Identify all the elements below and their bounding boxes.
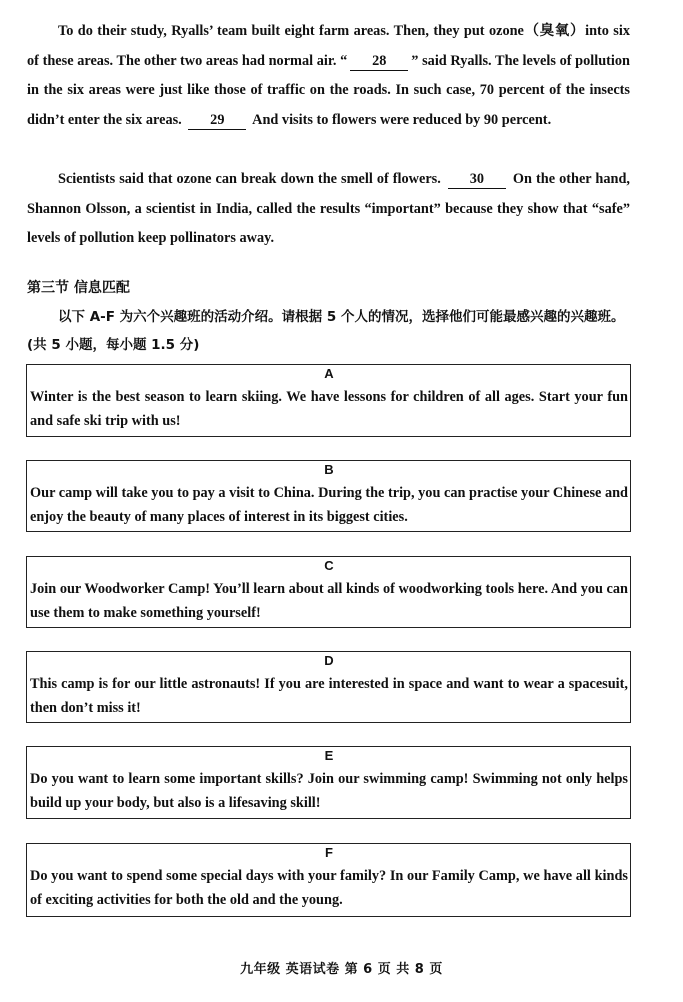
passage-paragraph-2: [27, 165, 630, 254]
answer-blank-29: 29: [188, 112, 246, 130]
passage-text: On the other hand, Shannon Olsson, a scientist in India, called the results “important” because they show that “safe” levels of pollution keep pollinators away.: [27, 171, 631, 247]
passage-text: And visits to flowers were reduced by 90 percent.: [252, 111, 552, 128]
camp-letter: C: [324, 558, 334, 573]
passage-paragraph-1: [27, 17, 630, 135]
camp-description: Do you want to spend some special days with your family? In our Family Camp, we have all kinds of exciting activities for both the old and the young.: [30, 868, 628, 908]
camp-description: Join our Woodworker Camp! You’ll learn about all kinds of woodworking tools here. And you can use them to make something yourself!: [30, 581, 628, 621]
camp-letter: E: [324, 748, 334, 763]
camp-letter: F: [325, 845, 333, 860]
answer-blank-30: 30: [448, 171, 506, 189]
camp-box-f: [26, 843, 631, 917]
camp-box-b: [26, 460, 631, 532]
camp-description: Our camp will take you to pay a visit to China. During the trip, you can practise your Chinese and enjoy the beauty of many places of interest in its biggest cities.: [30, 485, 628, 525]
section-instruction: [27, 303, 633, 359]
section-heading: 第三节 信息匹配: [27, 280, 130, 296]
passage-text: ” said Ryalls. The levels of pollution in the six areas were just like those of traffic on the roads. In such case, 70 percent of the insects didn’t enter the six areas.: [27, 52, 630, 128]
camp-description: This camp is for our little astronauts! If you are interested in space and want to wear a spacesuit, then don’t miss it!: [30, 676, 628, 716]
passage-text: Scientists said that ozone can break down the smell of flowers.: [58, 171, 441, 187]
camp-letter: D: [324, 653, 334, 668]
camp-box-a: [26, 364, 631, 437]
answer-blank-28: 28: [350, 53, 408, 71]
camp-description: Winter is the best season to learn skiing. We have lessons for children of all ages. Start your fun and safe ski trip with us!: [30, 389, 628, 429]
camp-box-d: [26, 651, 631, 723]
camp-box-e: [26, 746, 631, 819]
camp-letter: B: [324, 462, 334, 477]
page-footer: 九年级 英语试卷 第 6 页 共 8 页: [240, 962, 443, 977]
passage-text: To do their study, Ryalls’ team built eight farm areas. Then, they put ozone（臭氧）into six of these areas. The other two areas had normal air. “: [27, 23, 630, 69]
camp-description: Do you want to learn some important skills? Join our swimming camp! Swimming not only helps build up your body, but also is a lifesaving skill!: [30, 771, 628, 811]
instruction-text: 以下 A-F 为六个兴趣班的活动介绍。请根据 5 个人的情况，选择他们可能最感兴趣的兴趣班。(共 5 小题，每小题 1.5 分): [27, 309, 625, 353]
camp-letter: A: [324, 366, 334, 381]
camp-box-c: [26, 556, 631, 628]
